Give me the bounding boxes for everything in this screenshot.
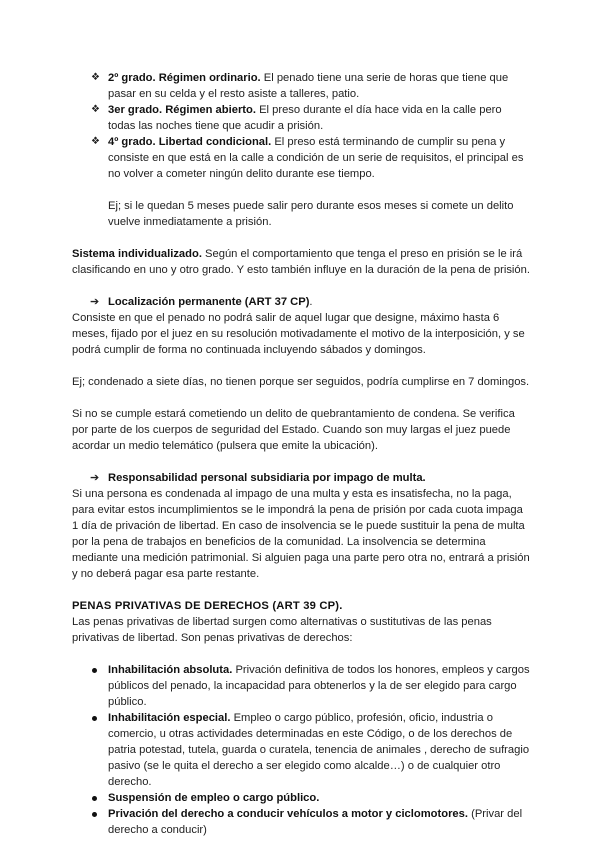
- localizacion-title: Localización permanente (ART 37 CP): [108, 296, 310, 308]
- grade-text: El preso está terminando de cumplir su pena y consiste en que está en la calle a condición de un serie de requisitos, el principal es no volver a cometer ningún delito durante ese tiempo.: [108, 136, 524, 180]
- localizacion-title-tail: .: [309, 296, 313, 308]
- right-arrow-icon: ➔: [90, 296, 100, 308]
- item-title: Suspensión de empleo o cargo público.: [108, 792, 320, 804]
- item-title: Inhabilitación especial.: [108, 712, 231, 724]
- responsabilidad-title: Responsabilidad personal subsidiaria por impago de multa.: [108, 472, 426, 484]
- list-item: [72, 662, 532, 710]
- grade-title: 2º grado. Régimen ordinario.: [108, 72, 261, 84]
- grade-text: El preso durante el día hace vida en la calle pero todas las noches tiene que acudir a prisión.: [108, 104, 502, 132]
- right-arrow-icon: ➔: [90, 472, 100, 484]
- individual-paragraph: [72, 246, 532, 278]
- list-item: [72, 70, 532, 102]
- localizacion-heading: [72, 294, 532, 310]
- diamond-bullet-icon: ❖: [91, 72, 100, 83]
- list-item: [72, 790, 532, 806]
- item-title: Privación del derecho a conducir vehículos a motor y ciclomotores.: [108, 808, 468, 820]
- localizacion-example: Ej; condenado a siete días, no tienen porque ser seguidos, podría cumplirse en 7 domingos.: [72, 376, 530, 388]
- grades-list: [72, 70, 532, 182]
- grade-example: Ej; si le quedan 5 meses puede salir pero durante esos meses si comete un delito vuelve inmediatamente a prisión.: [108, 200, 514, 228]
- list-item: [72, 710, 532, 790]
- bullet-dot-icon: [92, 796, 97, 801]
- item-text: Privación definitiva de todos los honores, empleos y cargos públicos del penado, la incapacidad para obtenerlos y la de ser elegido para cargo público.: [108, 664, 530, 708]
- individual-title: Sistema individualizado.: [72, 248, 202, 260]
- penas-derechos-list: [72, 662, 532, 838]
- grade-title: 4º grado. Libertad condicional.: [108, 136, 272, 148]
- individual-text: Según el comportamiento que tenga el preso en prisión se le irá clasificando en uno y otro grado. Y esto también influye en la duración de la pena de prisión.: [72, 248, 530, 276]
- bullet-dot-icon: [92, 812, 97, 817]
- localizacion-incumplimiento: Si no se cumple estará cometiendo un delito de quebrantamiento de condena. Se verifica por parte de los cuerpos de seguridad del Estado. Cuando son muy largas el juez puede acordar un medio telemático (pulsera que emite la ubicación).: [72, 408, 515, 452]
- item-text: (Privar del derecho a conducir): [108, 808, 523, 836]
- item-text: Empleo o cargo público, profesión, oficio, industria o comercio, u otras actividades determinadas en este Código, o de los derechos de patria potestad, tutela, guarda o curatela, tenencia de animales , derecho de sufragio pasivo (se le quita el derecho a ser elegido como alcalde…) o de cualquier otro derecho.: [108, 712, 530, 788]
- penas-derechos-intro: Las penas privativas de libertad surgen como alternativas o sustitutivas de las penas privativas de libertad. Son penas privativas de derechos:: [72, 616, 492, 644]
- grade-title: 3er grado. Régimen abierto.: [108, 104, 256, 116]
- item-title: Inhabilitación absoluta.: [108, 664, 233, 676]
- diamond-bullet-icon: ❖: [91, 136, 100, 147]
- list-item: [72, 134, 532, 182]
- responsabilidad-heading: [72, 470, 532, 486]
- bullet-dot-icon: [92, 668, 97, 673]
- penas-derechos-heading: PENAS PRIVATIVAS DE DERECHOS (ART 39 CP).: [72, 600, 343, 612]
- responsabilidad-text: Si una persona es condenada al impago de una multa y esta es insatisfecha, no la paga, para evitar estos incumplimientos se le impondrá la pena de prisión por cada cuota impaga 1 día de privación de libertad. En caso de insolvencia se le puede sustituir la pena de multa por la pena de trabajos en beneficios de la comunidad. La insolvencia se determina mediante una medición patrimonial. Si alguien paga una parte pero otra no, entrará a prisión y no deberá pagar esa parte restante.: [72, 488, 530, 580]
- bullet-dot-icon: [92, 716, 97, 721]
- diamond-bullet-icon: ❖: [91, 104, 100, 115]
- document-content: [72, 70, 532, 838]
- section-heading: [72, 598, 532, 614]
- list-item: [72, 806, 532, 838]
- localizacion-text: Consiste en que el penado no podrá salir de aquel lugar que designe, máximo hasta 6 meses, fijado por el juez en su resolución motivadamente el motivo de la interposición, y se podrá cumplir de forma no continuada incluyendo sábados y domingos.: [72, 312, 525, 356]
- list-item: [72, 102, 532, 134]
- grade-text: El penado tiene una serie de horas que tiene que pasar en su celda y el resto asiste a talleres, patio.: [108, 72, 509, 100]
